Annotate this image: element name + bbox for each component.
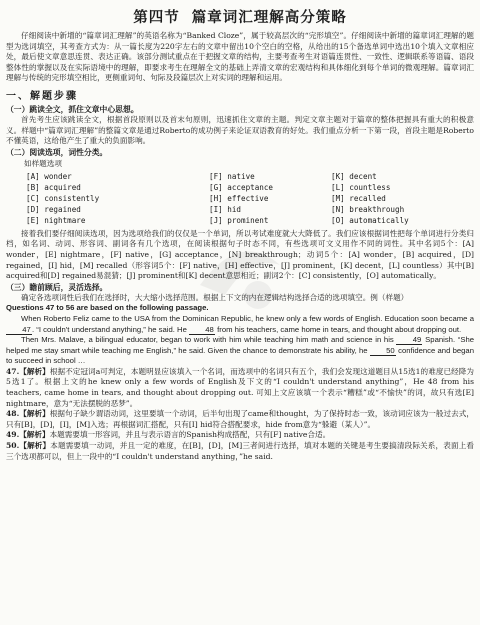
document-page bbox=[6, 6, 474, 462]
passage-paragraph-1: When Roberto Feliz came to the USA from the Dominican Republic, he knew only a few words of English. Education soon became a 47. “I couldn't understand anything,” he said. He 48 from his teachers, came home in tears, and thought about dropping out. bbox=[6, 314, 474, 335]
step1-body: 首先考生应该跳读全文，根据首段原则以及首末句原则，迅速抓住文章的主题。判定文章主题对于篇章的整体把握具有重大的积极意义。样题中“篇章词汇理解”的整篇文章是通过Roberto的成功例子来论证双语教育的好处。我们重点分析一下第一段，首段主题是Roberto不懂英语，这给他产生了重大的负面影响。 bbox=[6, 114, 474, 146]
example-label: 如样题选项 bbox=[24, 158, 62, 168]
step3-heading: （三）瞻前顾后，灵活选择。 bbox=[6, 282, 108, 292]
option-item: [K] decent bbox=[331, 171, 377, 181]
analysis-49-label: 49.【解析】 bbox=[6, 430, 50, 440]
step2-body: 接着我们要仔细阅读选项，因为选项给我们的仅仅是一个单词，所以考试难度就大大降低了。我们应该根据词性把每个单词进行分类归档，如名词、动词、形容词、副词各有几个选项，在阅读根据句子时态不同，有些选项可文义用作不同的词性。其中名词5个：[A] wonder，[E] nightmare，[F] native，[G] acceptance，[N] breakthrough；动词5个：[A] wonder，[B] acquired，[D] regained，[I] hid，[M] recalled（形容词5个：[F] native，[H] effective，[J] prominent，[K] decent，[L] countless）其中[B] acquired和[D] regained易混猜；[J] prominent和[K] decent意思相近；副词2个：[C] consistently，[O] automatically。 bbox=[6, 228, 474, 281]
option-item: [I] hid bbox=[209, 204, 242, 214]
option-item: [L] countless bbox=[331, 182, 391, 192]
step1-heading: （一）跳读全文，抓住文章中心思想。 bbox=[6, 104, 139, 114]
analysis-49: 49.【解析】本题需要填一形容词，并且与表示语言的Spanish构成搭配，只有[F] native合适。 bbox=[6, 430, 331, 440]
page-title bbox=[6, 6, 474, 27]
option-item: [N] breakthrough bbox=[331, 204, 405, 214]
analysis-47-label: 47.【解析】 bbox=[6, 366, 50, 376]
analysis-50: 50.【解析】本题需要填一动词，并且一定的难度，在[B]，[D]，[M]三者间进行选择，填对本题的关键是考生要搞清段际关系，表面上看三个选项都可以，但上一段中的“I couldn't understand anything，”he said. bbox=[6, 441, 474, 461]
option-item: [C] consistently bbox=[26, 193, 100, 203]
option-item: [B] acquired bbox=[26, 182, 81, 192]
step2-heading: （二）阅读选项，词性分类。 bbox=[6, 147, 108, 157]
passage-paragraph-2: Then Mrs. Malave, a bilingual educator, began to work with him while teaching him math and science in his 49 Spanish. “She helped me stay smart while teaching me English,” he said. Given the chance to demonstrate his ability, he 50 confidence and began to succeed in school … bbox=[6, 335, 475, 366]
option-list bbox=[26, 171, 444, 226]
option-item: [J] prominent bbox=[209, 215, 269, 225]
option-item: [O] automatically bbox=[331, 215, 409, 225]
blank-47: 47 bbox=[6, 325, 32, 335]
blank-48: 48 bbox=[189, 325, 215, 335]
section-heading-steps: 一、解题步骤 bbox=[6, 90, 78, 102]
analysis-48: 48.【解析】根据句子缺少谓语动词，这里要填一个动词，后半句出现了came和thought，为了保持时态一致，该动词应该为一般过去式，只有[B]，[D]，[I]，[M]入选；再根据词汇搭配，只有[I] hid符合搭配要求，hide from意为“躲避（某人）”。 bbox=[6, 409, 474, 429]
option-item: [G] acceptance bbox=[209, 182, 274, 192]
option-item: [E] nightmare bbox=[26, 215, 86, 225]
analysis-50-label: 50.【解析】 bbox=[6, 441, 51, 451]
analysis-48-label: 48.【解析】 bbox=[6, 409, 50, 419]
step3-body: 确定各选项词性后我们在选择时，大大缩小选择范围。根据上下文的内在逻辑结构选择合适的选项填空。例（样题） bbox=[21, 292, 409, 302]
option-item: [A] wonder bbox=[26, 171, 72, 181]
option-item: [M] recalled bbox=[331, 193, 386, 203]
section-number: 第四节 bbox=[133, 9, 180, 26]
intro-paragraph: 仔细阅读中新增的“篇章词汇理解”的英语名称为“Banked Cloze”，属于较高层次的“完形填空”。仔细阅读中新增的篇章词汇理解的题型为选词填空，其考查方式为：从一篇长度为220字左右的文章中留出10个空白的空格，从给出的15个备选单词中选出10个填入文章相应处，最后使文章意思连贯、表达正确。该部分测试重点在于把握文章的结构，主要考查考生对语篇连贯性、一致性、逻辑联系等语篇、语段整体性的掌握以及在实际语境中的理解，即要求考生在理解全文的基础上弄清文章的宏观结构和具体细化到每个单词的微观理解。篇章词汇理解与传统的完形填空相比，更侧重词句、句际及段篇层次上对实词的理解和运用。 bbox=[6, 31, 474, 83]
option-item: [D] regained bbox=[26, 204, 81, 214]
analysis-47: 47.【解析】根据不定冠词a可判定，本题明显应该填入一个名词，而选项中的名词只有五个，我们会发现这道题目从15选1的难度已经降为5选1了。根据上文的he knew only a few words of English及下文的“I couldn't understand anything”，He 48 from his teachers, came home in tears, and thought about dropping out. 可知上文应该填一个表示“糟糕”或“不愉快”的词，故只有选[E] nightmare，意为“无法摆脱的恶梦”。 bbox=[6, 366, 475, 408]
blank-50: 50 bbox=[370, 346, 396, 356]
title-text: 篇章词汇理解高分策略 bbox=[191, 9, 347, 26]
option-item: [F] native bbox=[209, 171, 255, 181]
blank-49: 49 bbox=[396, 335, 422, 345]
passage-instruction: Questions 47 to 56 are based on the following passage. bbox=[6, 303, 209, 313]
option-item: [H] effective bbox=[209, 193, 269, 203]
